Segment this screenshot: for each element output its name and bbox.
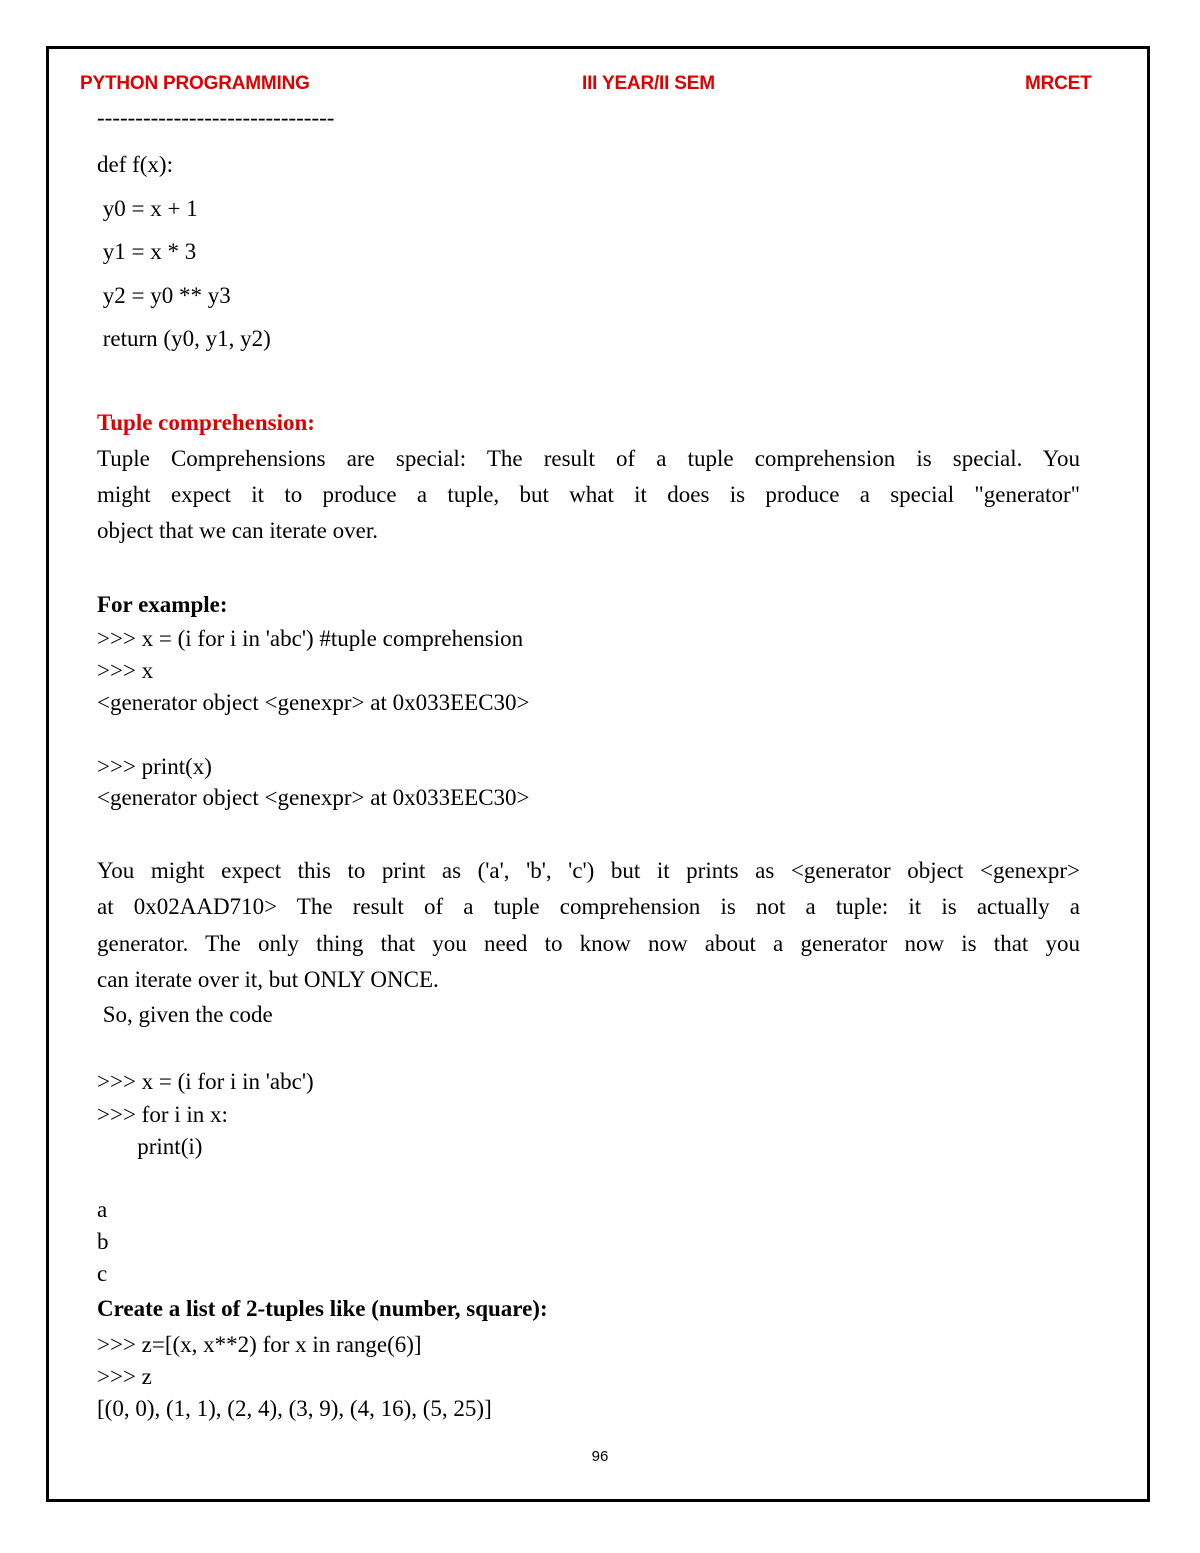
explanation-line: You might expect this to print as ('a', 'b', 'c') but it prints as <generator object <genexpr> xyxy=(97,858,1080,883)
paragraph-line: Tuple Comprehensions are special: The result of a tuple comprehension is special. You xyxy=(97,446,1080,471)
code-separator: ------------------------------- xyxy=(97,105,335,130)
squares-heading: Create a list of 2-tuples like (number, square): xyxy=(97,1296,548,1321)
code-line: y2 = y0 ** y3 xyxy=(97,283,231,308)
header-course-title: PYTHON PROGRAMMING xyxy=(80,73,310,94)
output-line: a xyxy=(97,1197,108,1222)
example-line: >>> x xyxy=(97,658,154,683)
example-heading: For example: xyxy=(97,592,228,617)
paragraph-line: object that we can iterate over. xyxy=(97,518,378,543)
explanation-line: can iterate over it, but ONLY ONCE. xyxy=(97,967,439,992)
output-line: c xyxy=(97,1261,108,1286)
loop-line: >>> x = (i for i in 'abc') xyxy=(97,1069,314,1094)
code-line: def f(x): xyxy=(97,152,173,177)
header-college: MRCET xyxy=(1025,73,1092,94)
code-line: y1 = x * 3 xyxy=(97,239,197,264)
loop-line: print(i) xyxy=(97,1134,203,1159)
explanation-line: at 0x02AAD710> The result of a tuple comprehension is not a tuple: it is actually a xyxy=(97,894,1080,919)
explanation-line: So, given the code xyxy=(97,1002,273,1027)
tuple-comprehension-heading: Tuple comprehension: xyxy=(97,410,315,435)
example-line: <generator object <genexpr> at 0x033EEC30> xyxy=(97,690,530,715)
output-line: b xyxy=(97,1229,109,1254)
squares-line: [(0, 0), (1, 1), (2, 4), (3, 9), (4, 16), (5, 25)] xyxy=(97,1396,492,1421)
paragraph-line: might expect it to produce a tuple, but what it does is produce a special "generator" xyxy=(97,482,1080,507)
code-line: y0 = x + 1 xyxy=(97,196,198,221)
header-year-sem: III YEAR/II SEM xyxy=(582,73,715,94)
page-number: 96 xyxy=(591,1448,609,1465)
example-line: >>> x = (i for i in 'abc') #tuple comprehension xyxy=(97,626,524,651)
loop-line: >>> for i in x: xyxy=(97,1102,228,1127)
code-line: return (y0, y1, y2) xyxy=(97,326,271,351)
squares-line: >>> z xyxy=(97,1364,152,1389)
squares-line: >>> z=[(x, x**2) for x in range(6)] xyxy=(97,1332,422,1357)
print-line: >>> print(x) xyxy=(97,754,212,779)
print-line: <generator object <genexpr> at 0x033EEC30> xyxy=(97,785,530,810)
explanation-line: generator. The only thing that you need to know now about a generator now is that you xyxy=(97,931,1080,956)
